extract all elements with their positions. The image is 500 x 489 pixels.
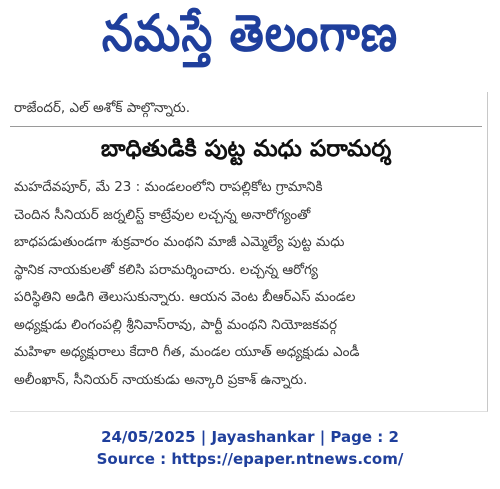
body-line: స్థానిక నాయకులతో కలిసి పరామర్శించారు. లచ్చన్న ఆరోగ్య bbox=[14, 261, 318, 278]
article-headline: బాధితుడికి పుట్ట మధు పరామర్శ bbox=[100, 136, 392, 162]
newspaper-masthead bbox=[30, 4, 470, 76]
body-line: అధ్యక్షుడు లింగంపల్లి శ్రీనివాస్‌రావు, పార్టీ మంథని నియోజకవర్గ bbox=[14, 316, 337, 333]
body-line: బాధపడుతుండగా శుక్రవారం మంథని మాజీ ఎమ్మెల్యే పుట్ట మధు bbox=[14, 234, 345, 250]
article-clipping bbox=[10, 92, 488, 412]
body-line: మహదేవపూర్, మే 23 : మండలంలోని రాపల్లికోట గ్రామానికి bbox=[14, 179, 323, 195]
body-line: మహిళా అధ్యక్షురాలు కేదారి గీత, మండల యూత్ అధ్యక్షుడు ఎండీ bbox=[14, 344, 360, 360]
source-caption bbox=[0, 426, 500, 470]
source-url[interactable]: Source : https://epaper.ntnews.com/ bbox=[96, 450, 404, 468]
date-edition-page: 24/05/2025 | Jayashankar | Page : 2 bbox=[101, 428, 399, 446]
body-line: అలీంఖాన్, సీనియర్ నాయకుడు అన్కారి ప్రకాశ్ ఉన్నారు. bbox=[14, 371, 308, 388]
body-line: పరిస్థితిని అడిగి తెలుసుకున్నారు. ఆయన వెంట బీఆర్ఎస్ మండల bbox=[14, 289, 356, 305]
article-divider bbox=[10, 126, 482, 127]
article-body bbox=[14, 174, 484, 394]
body-line: చెందిన సీనియర్ జర్నలిస్ట్ కాట్రేవుల లచ్చన్న అనారోగ్యంతో bbox=[14, 206, 311, 223]
previous-article-tail: రాజేందర్, ఎల్ అశోక్ పాల్గొన్నారు. bbox=[14, 100, 190, 116]
masthead-title: నమస్తే తెలంగాణ bbox=[101, 4, 399, 63]
